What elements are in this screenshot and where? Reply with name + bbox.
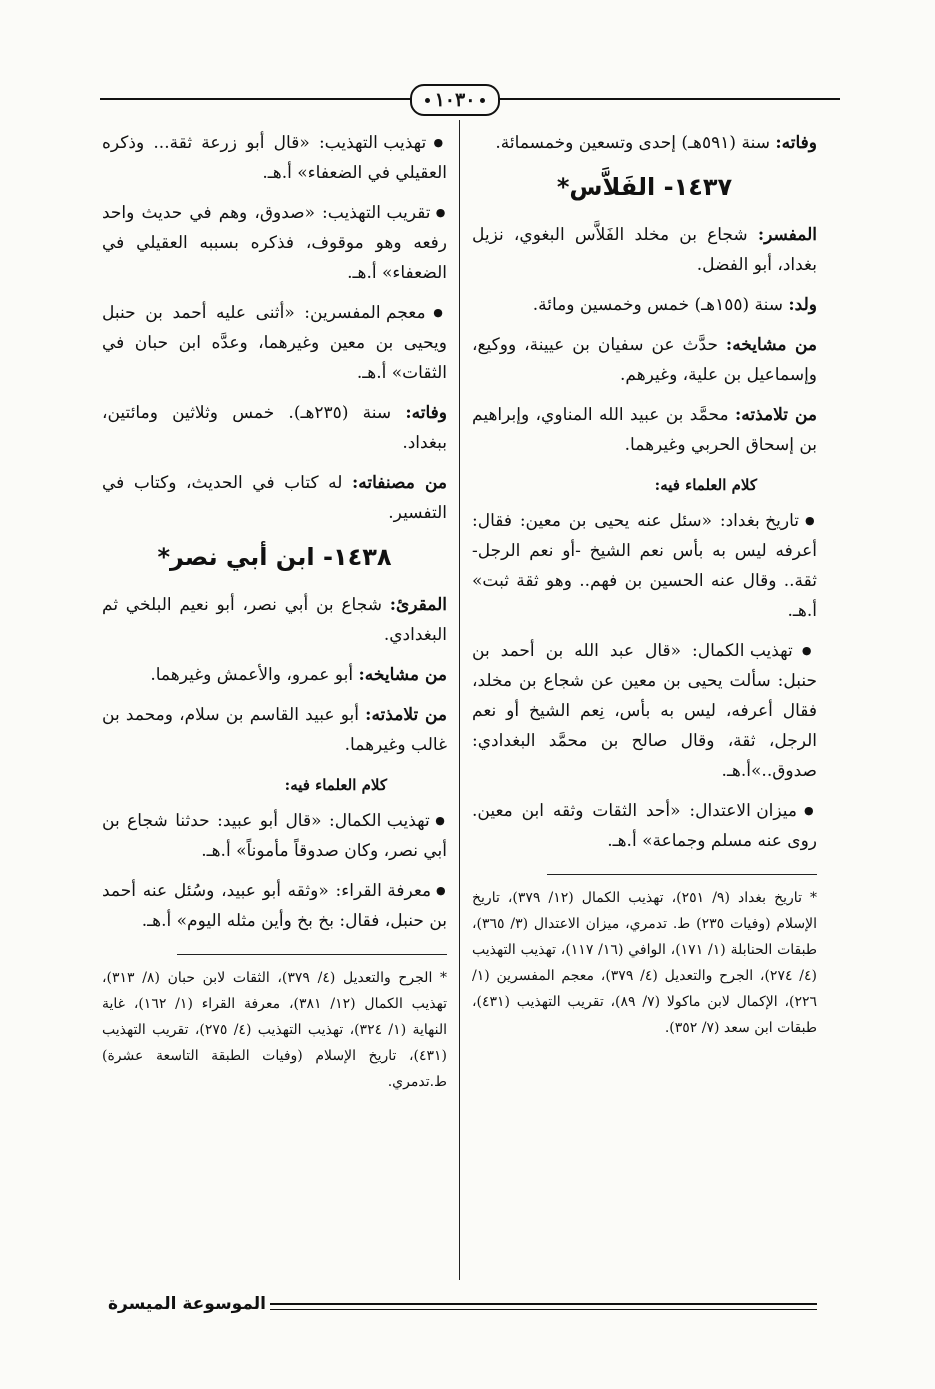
series-title: الموسوعة الميسرة bbox=[104, 1294, 270, 1314]
column-divider bbox=[459, 120, 460, 1280]
label: المقرئ: bbox=[389, 595, 447, 615]
label: ولد: bbox=[788, 295, 817, 315]
entry-para bbox=[102, 398, 447, 458]
bottom-rule bbox=[230, 1303, 817, 1305]
footnote-rule bbox=[547, 874, 817, 875]
bullet-dot bbox=[425, 98, 430, 103]
entry-para bbox=[472, 400, 817, 460]
entry-para bbox=[102, 468, 447, 528]
text: أبو عبيد القاسم بن سلام، ومحمد بن غالب وغيرهما. bbox=[102, 705, 447, 755]
entry-para bbox=[102, 660, 447, 690]
label: من مصنفاته: bbox=[352, 473, 448, 493]
entry-title: ١٤٣٨- ابن أبي نصر* bbox=[157, 543, 392, 571]
label: من تلامذته: bbox=[735, 405, 817, 425]
label: من مشايخه: bbox=[358, 665, 447, 685]
label: المفسر: bbox=[757, 225, 817, 245]
entry-para bbox=[472, 330, 817, 390]
footnote: * تاريخ بغداد (٩/ ٢٥١)، تهذيب الكمال (١٢/ ٣٧٩)، تاريخ الإسلام (وفيات ٢٣٥) ط. تدمري، ميزان الاعتدال (٣/ ٣٦٥)، طبقات الحنابلة (١/ ١٧١)، الوافي (١٦/ ١١٧)، تهذيب التهذيب (٤/ ٢٧٤)، الجرح والتعديل (٤/ ٣٧٩)، معجم المفسرين (١/ ٢٢٦)، الإكمال لابن ماكولا (٧/ ٨٩)، تقريب التهذيب (٤٣١)، طبقات ابن سعد (٧/ ٣٥٢). bbox=[472, 890, 818, 1036]
scholars-heading: كلام العلماء فيه: bbox=[654, 476, 757, 494]
left-column bbox=[102, 128, 447, 1095]
label: وفاته: bbox=[405, 403, 447, 423]
footnote-rule bbox=[177, 954, 447, 955]
label: وفاته: bbox=[775, 133, 817, 153]
bullet-dot bbox=[480, 98, 485, 103]
page-number-text: ١٠٣٠ bbox=[434, 89, 476, 111]
scholars-heading: كلام العلماء فيه: bbox=[284, 776, 387, 794]
bullet-para: ● معرفة القراء: «وثقه أبو عبيد، وسُئل عنه أحمد بن حنبل، فقال: بخ بخ وأين مثله اليوم» أ.هـ. bbox=[102, 876, 447, 936]
text: له كتاب في الحديث، وكتاب في التفسير. bbox=[102, 473, 447, 523]
right-column bbox=[472, 128, 817, 1041]
bullet-para: ● معجم المفسرين: «أثنى عليه أحمد بن حنبل ويحيى بن معين وغيرهما، وعدَّه ابن حبان في الثقات» أ.هـ. bbox=[102, 298, 447, 388]
death-note bbox=[472, 128, 817, 158]
label: من مشايخه: bbox=[725, 335, 817, 355]
bottom-rule bbox=[230, 1309, 817, 1310]
text: سنة (٢٣٥هـ). خمس وثلاثين ومائتين، ببغداد. bbox=[102, 403, 447, 453]
label: من تلامذته: bbox=[365, 705, 447, 725]
text: سنة (٥٩١هـ) إحدى وتسعين وخمسمائة. bbox=[495, 133, 776, 153]
bullet-para: ● تهذيب الكمال: «قال أبو عبيد: حدثنا شجاع بن أبي نصر، وكان صدوقاً مأموناً» أ.هـ. bbox=[102, 806, 447, 866]
entry-para bbox=[472, 220, 817, 280]
text: شجاع بن مخلد الفَلاَّس البغوي، نزيل بغداد، أبو الفضل. bbox=[472, 225, 817, 275]
text: محمَّد بن عبيد الله المناوي، وإبراهيم بن إسحاق الحربي وغيرهما. bbox=[472, 405, 817, 455]
bullet-para: ● ميزان الاعتدال: «أحد الثقات وثقه ابن معين. روى عنه مسلم وجماعة» أ.هـ. bbox=[472, 796, 817, 856]
bullet-para: ● تقريب التهذيب: «صدوق، وهم في حديث واحد رفعه وهو موقوف، فذكره بسببه العقيلي في الضعفاء» أ.هـ. bbox=[102, 198, 447, 288]
bullet-para: ● تاريخ بغداد: «سئل عنه يحيى بن معين: فقال: أعرفه ليس به بأس نعم الشيخ -أو نعم الرجل- ثقة.. وقال عنه الحسين بن فهم.. وهو ثقة ثبت» أ.هـ. bbox=[472, 506, 817, 626]
entry-title: ١٤٣٧- الفَلاَّس* bbox=[556, 173, 733, 201]
bullet-para: ● تهذيب الكمال: «قال عبد الله بن أحمد بن حنبل: سألت يحيى بن معين عن شجاع بن مخلد، فقال أعرفه، ليس به بأس، نِعم الشيخ أو نعم الرجل، ثقة، وقال صالح بن محمَّد البغدادي: صدوق..»أ.هـ. bbox=[472, 636, 817, 786]
footnote: * الجرح والتعديل (٤/ ٣٧٩)، الثقات لابن حبان (٨/ ٣١٣)، تهذيب الكمال (١٢/ ٣٨١)، معرفة القراء (١/ ١٦٢)، غاية النهاية (١/ ٣٢٤)، تهذيب التهذيب (٤/ ٢٧٥)، تقريب التهذيب (٤٣١)، تاريخ الإسلام (وفيات الطبقة التاسعة عشرة) ط.تدمري. bbox=[102, 970, 447, 1090]
text: أبو عمرو، والأعمش وغيرهما. bbox=[150, 665, 359, 685]
text: حدَّث عن سفيان بن عيينة، ووكيع، وإسماعيل بن علية، وغيرهم. bbox=[472, 335, 817, 385]
entry-para bbox=[472, 290, 817, 320]
text: شجاع بن أبي نصر، أبو نعيم البلخي ثم البغدادي. bbox=[102, 595, 447, 645]
bullet-para: ● تهذيب التهذيب: «قال أبو زرعة ثقة... وذكره العقيلي في الضعفاء» أ.هـ. bbox=[102, 128, 447, 188]
entry-para bbox=[102, 590, 447, 650]
entry-para bbox=[102, 700, 447, 760]
page-number bbox=[410, 84, 500, 116]
text: سنة (١٥٥هـ) خمس وخمسين ومائة. bbox=[532, 295, 789, 315]
